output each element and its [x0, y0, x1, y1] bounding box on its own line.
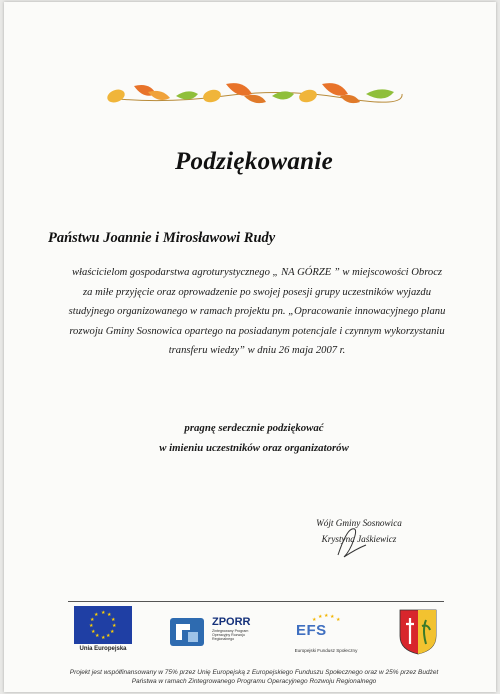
body-line: studyjnego organizowanego w ramach projektu pn. „Opracowanie innowacyjnego planu: [68, 306, 446, 318]
zporr-name: ZPORR: [212, 616, 251, 628]
svg-text:★: ★: [94, 612, 99, 618]
svg-text:★: ★: [106, 633, 111, 639]
sponsor-logos: [4, 606, 500, 662]
zporr-logo: [168, 616, 258, 656]
svg-text:★: ★: [336, 617, 341, 623]
svg-text:★: ★: [312, 617, 317, 623]
body-line: transferu wiedzy” w dniu 26 maja 2007 r.: [168, 345, 346, 357]
svg-text:★: ★: [318, 614, 323, 620]
body-line: właścicielom gospodarstwa agroturystycznego „ NA GÓRZE ” w miejscowości Obrocz: [71, 267, 443, 278]
svg-text:★: ★: [95, 633, 100, 639]
leaf-icon: [176, 91, 198, 99]
efs-logo: [290, 612, 362, 656]
body-line: rozwoju Gminy Sosnowica opartego na posiadanym potencjale i czynnym wykorzystaniu: [69, 325, 445, 337]
leaf-icon: [366, 89, 394, 98]
svg-text:★: ★: [324, 613, 329, 619]
autumn-leaves-ornament: [104, 80, 404, 110]
svg-text:★: ★: [110, 629, 115, 635]
funding-line: Projekt jest współfinansowany w 75% przez Unię Europejską z Europejskiego Funduszu Społecznego oraz w 25% przez Budżet: [69, 669, 439, 676]
thanks-line: pragnę serdecznie podziękować: [184, 422, 324, 434]
svg-text:★: ★: [107, 612, 112, 618]
leaf-icon: [244, 95, 266, 103]
eu-flag-icon: [74, 606, 132, 644]
leaf-icon: [322, 83, 348, 96]
body-paragraph: [44, 263, 470, 361]
body-line: za miłe przyjęcie oraz oprowadzenie po swojej posesji grupy uczestników wyjazdu: [83, 286, 431, 298]
svg-text:★: ★: [330, 614, 335, 620]
signatory-name: Krystyna Jaśkiewicz: [321, 534, 397, 544]
zporr-subtitle: Zintegrowany Program Operacyjny Rozwoju Regionalnego: [212, 629, 249, 642]
leaf-icon: [340, 95, 360, 103]
efs-name: EFS: [296, 622, 327, 639]
svg-text:★: ★: [89, 623, 94, 629]
svg-text:★: ★: [101, 635, 106, 641]
funding-line: Państwa w ramach Zintegrowanego Programu Operacyjnego Rozwoju Regionalnego: [131, 678, 377, 685]
document-title: Podziękowanie: [174, 148, 334, 175]
leaf-icon: [298, 88, 318, 104]
leaf-icon: [202, 88, 222, 104]
thanks-statement: [4, 418, 500, 458]
zporr-emblem-icon: [168, 616, 208, 650]
thanks-line: w imieniu uczestników oraz organizatorów: [159, 442, 349, 454]
svg-text:★: ★: [91, 629, 96, 635]
eu-logo: [72, 606, 134, 658]
certificate-sheet: [4, 2, 496, 692]
svg-text:★: ★: [90, 617, 95, 623]
efs-caption: Europejski Fundusz Społeczny: [294, 648, 358, 653]
svg-text:★: ★: [101, 610, 106, 616]
svg-text:★: ★: [112, 623, 117, 629]
coat-of-arms-icon: [398, 608, 438, 656]
recipient-name: Państwu Joannie i Mirosławowi Rudy: [48, 230, 276, 246]
signatory-role: Wójt Gminy Sosnowica: [316, 518, 402, 528]
funding-note: [54, 668, 454, 686]
leaf-icon: [226, 83, 252, 96]
footer-divider: [68, 601, 444, 602]
svg-text:★: ★: [111, 617, 116, 623]
handwritten-signature: [332, 525, 372, 561]
leaf-icon: [105, 87, 126, 104]
eu-caption: Unia Europejska: [79, 646, 127, 652]
